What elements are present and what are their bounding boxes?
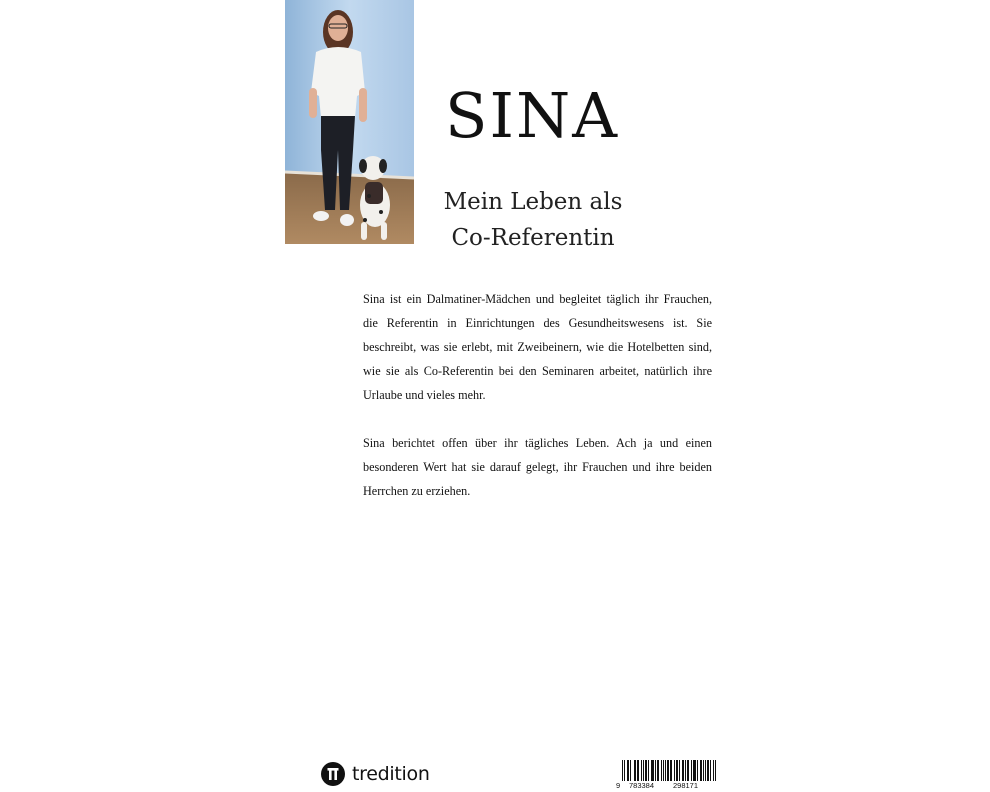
- book-subtitle: [440, 184, 626, 256]
- isbn-barcode: [616, 760, 717, 792]
- barcode-digits-group: 298171: [673, 781, 699, 790]
- publisher-logo: [321, 761, 430, 787]
- author-with-dog-photo: [285, 0, 414, 244]
- blurb-paragraph: Sina berichtet offen über ihr tägliches Leben. Ach ja und einen besonderen Wert hat sie darauf gelegt, ihr Frauchen und ihre beiden Herrchen zu erziehen.: [363, 436, 712, 498]
- barcode-digits-group: 783384: [629, 781, 655, 790]
- blurb-paragraph: Sina ist ein Dalmatiner-Mädchen und begleitet täglich ihr Frauchen, die Referentin in Einrichtungen des Gesundheitswesens ist. Sie beschreibt, was sie erlebt, mit Zweibeinern, wie die Hotelbetten sind, wie sie als Co-Referentin bei den Seminaren arbeitet, natürlich ihre Urlaube und vieles mehr.: [363, 292, 712, 402]
- barcode-digit-first: 9: [616, 781, 621, 790]
- blurb: [363, 287, 712, 503]
- subtitle-line: Mein Leben als: [443, 189, 623, 215]
- publisher-name: tredition: [352, 763, 430, 785]
- book-title: SINA: [445, 79, 619, 152]
- barcode-digits: [616, 781, 717, 791]
- subtitle-line: Co-Referentin: [451, 225, 615, 251]
- tredition-logo-icon: [321, 762, 345, 786]
